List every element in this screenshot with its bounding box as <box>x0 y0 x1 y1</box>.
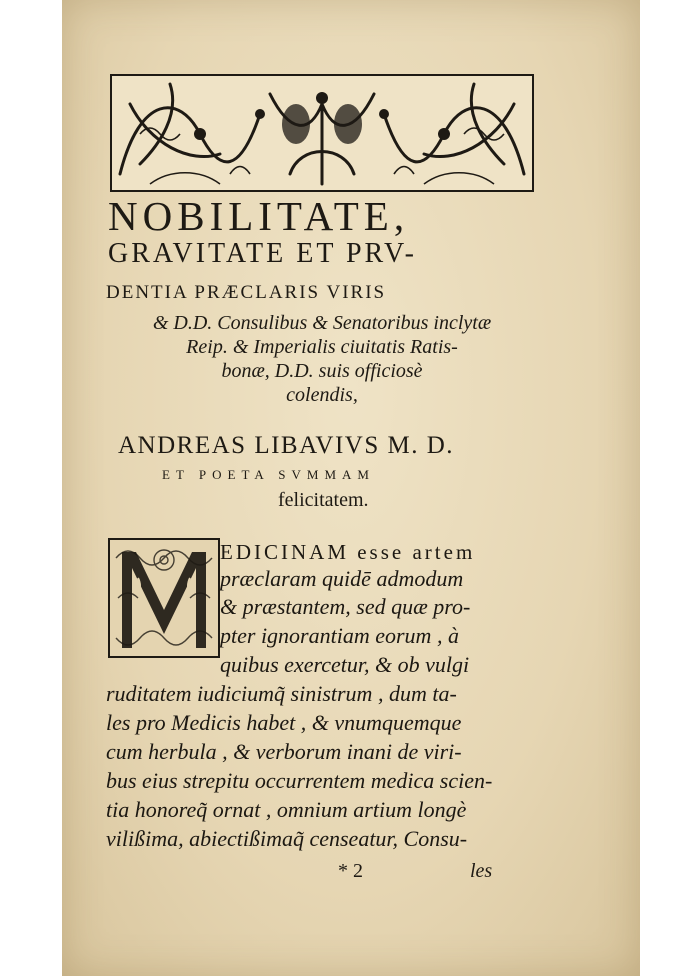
body-first-line: EDICINAM esse artem <box>220 540 476 564</box>
catchword: les <box>470 860 493 882</box>
signature-mark: * 2 <box>338 860 363 882</box>
dedication-italic-line: & D.D. Consulibus & Senatoribus inclytæ <box>152 312 492 334</box>
author-name: ANDREAS LIBAVIVS M. D. <box>118 432 455 459</box>
dedication-italic-line: bonæ, D.D. suis officiosè <box>221 360 423 382</box>
dedication-italic-line: colendis, <box>286 384 358 406</box>
body-line: & præstantem, sed quæ pro- <box>220 594 471 619</box>
body-line: tia honoreq̃ ornat , omnium artium longè <box>106 797 467 822</box>
dedication-title-line-3: DENTIA PRÆCLARIS VIRIS <box>106 282 387 303</box>
body-line: cum herbula , & verborum inani de viri- <box>106 739 462 764</box>
body-line: vilißima, abiectißimaq̃ censeatur, Consu- <box>106 826 468 851</box>
body-line: ruditatem iudiciumq̃ sinistrum , dum ta- <box>106 681 457 706</box>
ornamental-headpiece-icon <box>110 74 534 192</box>
body-line: præclaram quidē admodum <box>220 566 464 591</box>
body-line: quibus exercetur, & ob vulgi <box>220 652 470 677</box>
author-greeting: felicitatem. <box>278 489 369 511</box>
body-line: pter ignorantiam eorum , à <box>220 623 459 648</box>
dedication-title-line-1: NOBILITATE, <box>108 193 410 239</box>
body-line: bus eius strepitu occurrentem medica scien- <box>106 768 493 793</box>
dedication-italic-line: Reip. & Imperialis ciuitatis Ratis- <box>186 336 458 358</box>
body-line: les pro Medicis habet , & vnumquemque <box>106 710 462 735</box>
dedication-title-line-2: GRAVITATE ET PRV- <box>108 238 417 269</box>
author-title: ET POETA SVMMAM <box>162 467 375 482</box>
decorated-initial-m-icon <box>108 538 220 658</box>
book-page <box>62 0 640 976</box>
